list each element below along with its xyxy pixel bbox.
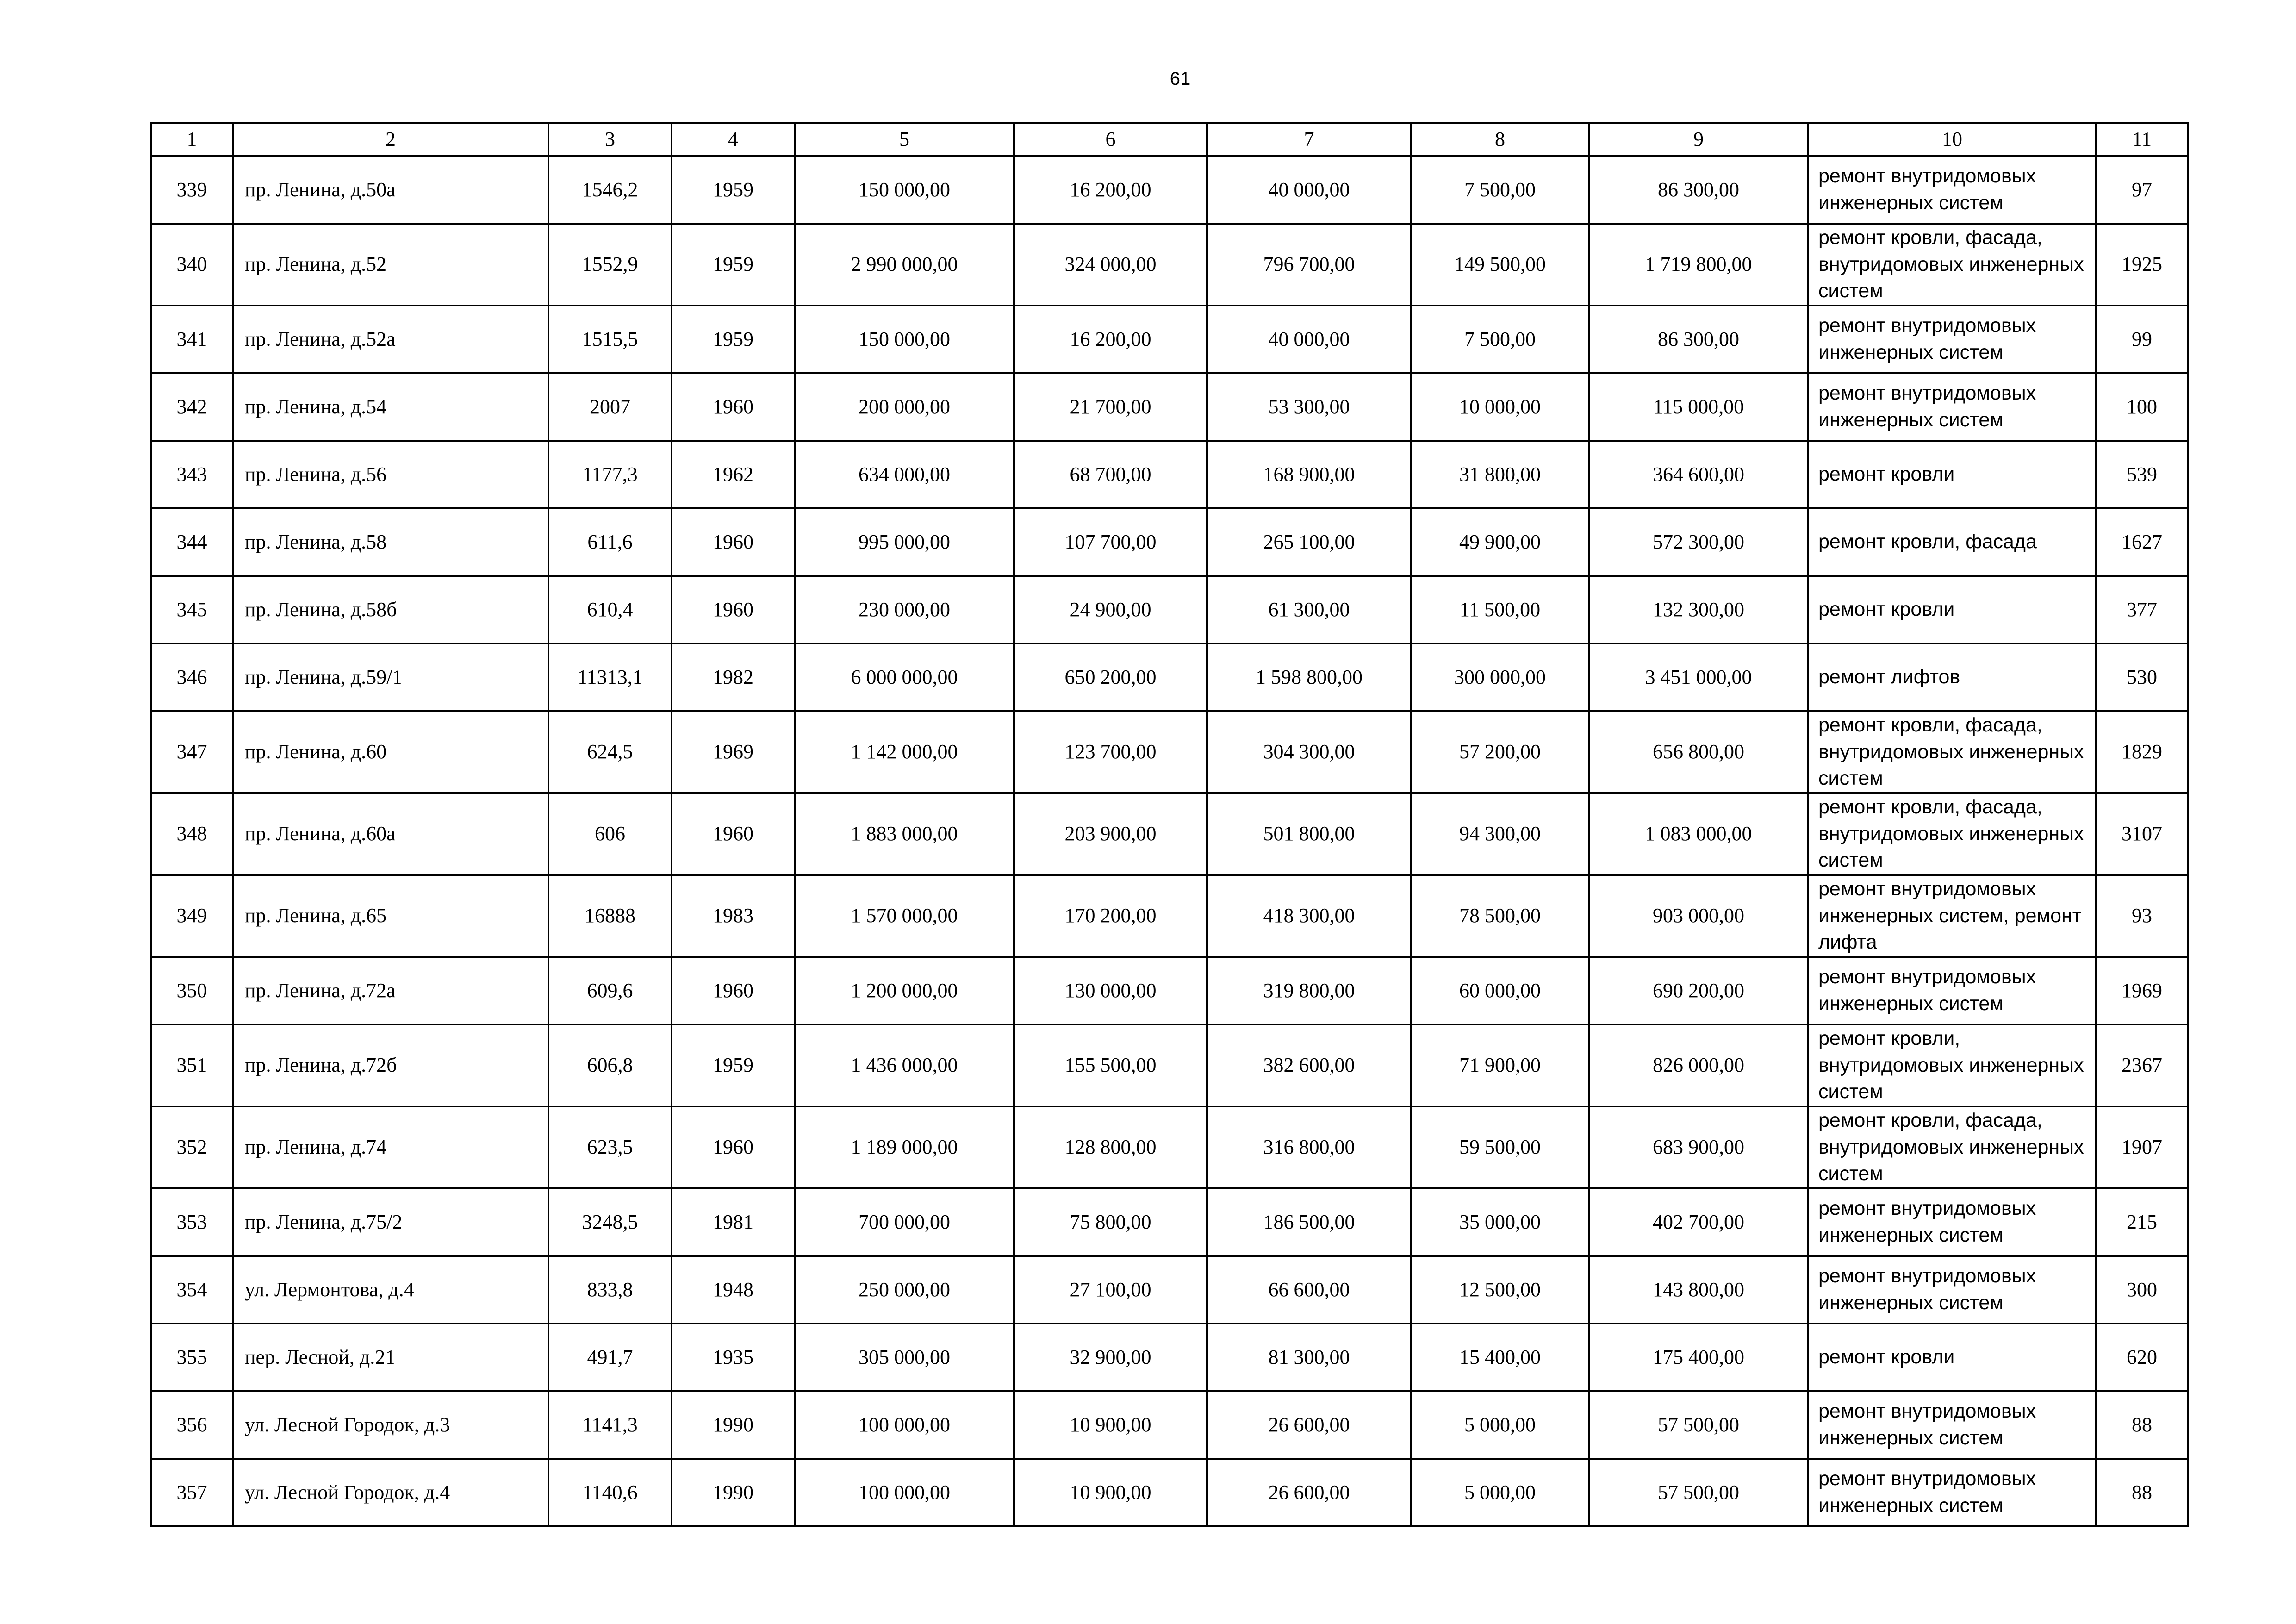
table-row bbox=[151, 1324, 2188, 1391]
federal-funds-cell: 203 900,00 bbox=[1014, 793, 1207, 875]
total-area-cell: 833,8 bbox=[548, 1256, 672, 1324]
table-row bbox=[151, 643, 2188, 711]
local-funds-cell: 71 900,00 bbox=[1411, 1024, 1589, 1106]
residents-count-cell: 93 bbox=[2096, 875, 2188, 957]
regional-funds-cell: 40 000,00 bbox=[1207, 306, 1411, 373]
work-types-cell: ремонт кровли bbox=[1808, 441, 2096, 508]
federal-funds-cell: 10 900,00 bbox=[1014, 1459, 1207, 1526]
residents-count-cell: 300 bbox=[2096, 1256, 2188, 1324]
year-built-cell: 1960 bbox=[672, 1106, 795, 1188]
year-built-cell: 1962 bbox=[672, 441, 795, 508]
row-number-cell: 346 bbox=[151, 643, 233, 711]
total-area-cell: 16888 bbox=[548, 875, 672, 957]
address-cell: пр. Ленина, д.75/2 bbox=[233, 1188, 548, 1256]
total-area-cell: 1546,2 bbox=[548, 156, 672, 224]
work-types-cell: ремонт внутридомовых инженерных систем bbox=[1808, 1459, 2096, 1526]
residents-count-cell: 99 bbox=[2096, 306, 2188, 373]
column-number-header: 3 bbox=[548, 123, 672, 156]
column-number-header: 2 bbox=[233, 123, 548, 156]
total-area-cell: 1177,3 bbox=[548, 441, 672, 508]
total-area-cell: 606 bbox=[548, 793, 672, 875]
row-number-cell: 357 bbox=[151, 1459, 233, 1526]
table-row bbox=[151, 711, 2188, 793]
federal-funds-cell: 75 800,00 bbox=[1014, 1188, 1207, 1256]
regional-funds-cell: 265 100,00 bbox=[1207, 508, 1411, 576]
federal-funds-cell: 170 200,00 bbox=[1014, 875, 1207, 957]
column-number-header: 11 bbox=[2096, 123, 2188, 156]
work-types-cell: ремонт кровли, фасада, внутридомовых инженерных систем bbox=[1808, 793, 2096, 875]
regional-funds-cell: 418 300,00 bbox=[1207, 875, 1411, 957]
row-number-cell: 347 bbox=[151, 711, 233, 793]
residents-count-cell: 530 bbox=[2096, 643, 2188, 711]
local-funds-cell: 49 900,00 bbox=[1411, 508, 1589, 576]
residents-count-cell: 377 bbox=[2096, 576, 2188, 643]
address-cell: ул. Лермонтова, д.4 bbox=[233, 1256, 548, 1324]
total-area-cell: 624,5 bbox=[548, 711, 672, 793]
local-funds-cell: 57 200,00 bbox=[1411, 711, 1589, 793]
residents-count-cell: 1829 bbox=[2096, 711, 2188, 793]
local-funds-cell: 59 500,00 bbox=[1411, 1106, 1589, 1188]
residents-count-cell: 539 bbox=[2096, 441, 2188, 508]
repair-program-table bbox=[150, 122, 2189, 1527]
work-types-cell: ремонт внутридомовых инженерных систем bbox=[1808, 1391, 2096, 1459]
total-cost-cell: 1 200 000,00 bbox=[795, 957, 1014, 1024]
owner-funds-cell: 826 000,00 bbox=[1589, 1024, 1808, 1106]
total-cost-cell: 150 000,00 bbox=[795, 156, 1014, 224]
owner-funds-cell: 402 700,00 bbox=[1589, 1188, 1808, 1256]
year-built-cell: 1960 bbox=[672, 576, 795, 643]
work-types-cell: ремонт внутридомовых инженерных систем bbox=[1808, 1256, 2096, 1324]
residents-count-cell: 1627 bbox=[2096, 508, 2188, 576]
total-cost-cell: 1 189 000,00 bbox=[795, 1106, 1014, 1188]
federal-funds-cell: 130 000,00 bbox=[1014, 957, 1207, 1024]
owner-funds-cell: 132 300,00 bbox=[1589, 576, 1808, 643]
owner-funds-cell: 690 200,00 bbox=[1589, 957, 1808, 1024]
total-cost-cell: 634 000,00 bbox=[795, 441, 1014, 508]
residents-count-cell: 215 bbox=[2096, 1188, 2188, 1256]
column-number-header-row bbox=[151, 123, 2188, 156]
table-row bbox=[151, 1106, 2188, 1188]
regional-funds-cell: 1 598 800,00 bbox=[1207, 643, 1411, 711]
column-number-header: 1 bbox=[151, 123, 233, 156]
row-number-cell: 342 bbox=[151, 373, 233, 441]
total-area-cell: 1552,9 bbox=[548, 224, 672, 306]
year-built-cell: 1959 bbox=[672, 1024, 795, 1106]
address-cell: пр. Ленина, д.60 bbox=[233, 711, 548, 793]
row-number-cell: 345 bbox=[151, 576, 233, 643]
total-cost-cell: 995 000,00 bbox=[795, 508, 1014, 576]
total-area-cell: 3248,5 bbox=[548, 1188, 672, 1256]
regional-funds-cell: 66 600,00 bbox=[1207, 1256, 1411, 1324]
column-number-header: 8 bbox=[1411, 123, 1589, 156]
total-area-cell: 610,4 bbox=[548, 576, 672, 643]
local-funds-cell: 94 300,00 bbox=[1411, 793, 1589, 875]
federal-funds-cell: 155 500,00 bbox=[1014, 1024, 1207, 1106]
column-number-header: 9 bbox=[1589, 123, 1808, 156]
local-funds-cell: 5 000,00 bbox=[1411, 1391, 1589, 1459]
row-number-cell: 355 bbox=[151, 1324, 233, 1391]
total-cost-cell: 1 436 000,00 bbox=[795, 1024, 1014, 1106]
year-built-cell: 1960 bbox=[672, 793, 795, 875]
federal-funds-cell: 32 900,00 bbox=[1014, 1324, 1207, 1391]
local-funds-cell: 7 500,00 bbox=[1411, 156, 1589, 224]
federal-funds-cell: 16 200,00 bbox=[1014, 306, 1207, 373]
residents-count-cell: 620 bbox=[2096, 1324, 2188, 1391]
year-built-cell: 1990 bbox=[672, 1459, 795, 1526]
address-cell: ул. Лесной Городок, д.4 bbox=[233, 1459, 548, 1526]
total-cost-cell: 1 883 000,00 bbox=[795, 793, 1014, 875]
address-cell: пр. Ленина, д.59/1 bbox=[233, 643, 548, 711]
federal-funds-cell: 68 700,00 bbox=[1014, 441, 1207, 508]
total-area-cell: 2007 bbox=[548, 373, 672, 441]
address-cell: пр. Ленина, д.58б bbox=[233, 576, 548, 643]
residents-count-cell: 88 bbox=[2096, 1459, 2188, 1526]
total-area-cell: 606,8 bbox=[548, 1024, 672, 1106]
federal-funds-cell: 128 800,00 bbox=[1014, 1106, 1207, 1188]
work-types-cell: ремонт внутридомовых инженерных систем bbox=[1808, 1188, 2096, 1256]
owner-funds-cell: 656 800,00 bbox=[1589, 711, 1808, 793]
residents-count-cell: 97 bbox=[2096, 156, 2188, 224]
table-row bbox=[151, 1188, 2188, 1256]
owner-funds-cell: 115 000,00 bbox=[1589, 373, 1808, 441]
year-built-cell: 1948 bbox=[672, 1256, 795, 1324]
local-funds-cell: 10 000,00 bbox=[1411, 373, 1589, 441]
year-built-cell: 1959 bbox=[672, 156, 795, 224]
row-number-cell: 339 bbox=[151, 156, 233, 224]
total-cost-cell: 2 990 000,00 bbox=[795, 224, 1014, 306]
regional-funds-cell: 61 300,00 bbox=[1207, 576, 1411, 643]
address-cell: пр. Ленина, д.60а bbox=[233, 793, 548, 875]
owner-funds-cell: 57 500,00 bbox=[1589, 1391, 1808, 1459]
year-built-cell: 1960 bbox=[672, 373, 795, 441]
local-funds-cell: 11 500,00 bbox=[1411, 576, 1589, 643]
federal-funds-cell: 24 900,00 bbox=[1014, 576, 1207, 643]
total-cost-cell: 200 000,00 bbox=[795, 373, 1014, 441]
address-cell: пр. Ленина, д.52 bbox=[233, 224, 548, 306]
total-cost-cell: 6 000 000,00 bbox=[795, 643, 1014, 711]
regional-funds-cell: 26 600,00 bbox=[1207, 1459, 1411, 1526]
table-row bbox=[151, 793, 2188, 875]
federal-funds-cell: 107 700,00 bbox=[1014, 508, 1207, 576]
residents-count-cell: 100 bbox=[2096, 373, 2188, 441]
table-row bbox=[151, 957, 2188, 1024]
year-built-cell: 1960 bbox=[672, 957, 795, 1024]
table-row bbox=[151, 875, 2188, 957]
address-cell: пр. Ленина, д.52а bbox=[233, 306, 548, 373]
year-built-cell: 1959 bbox=[672, 306, 795, 373]
row-number-cell: 341 bbox=[151, 306, 233, 373]
total-area-cell: 609,6 bbox=[548, 957, 672, 1024]
year-built-cell: 1982 bbox=[672, 643, 795, 711]
owner-funds-cell: 364 600,00 bbox=[1589, 441, 1808, 508]
year-built-cell: 1990 bbox=[672, 1391, 795, 1459]
residents-count-cell: 1907 bbox=[2096, 1106, 2188, 1188]
residents-count-cell: 3107 bbox=[2096, 793, 2188, 875]
total-cost-cell: 250 000,00 bbox=[795, 1256, 1014, 1324]
federal-funds-cell: 21 700,00 bbox=[1014, 373, 1207, 441]
table-row bbox=[151, 224, 2188, 306]
total-area-cell: 491,7 bbox=[548, 1324, 672, 1391]
column-number-header: 10 bbox=[1808, 123, 2096, 156]
total-area-cell: 1140,6 bbox=[548, 1459, 672, 1526]
regional-funds-cell: 796 700,00 bbox=[1207, 224, 1411, 306]
local-funds-cell: 15 400,00 bbox=[1411, 1324, 1589, 1391]
regional-funds-cell: 319 800,00 bbox=[1207, 957, 1411, 1024]
year-built-cell: 1969 bbox=[672, 711, 795, 793]
row-number-cell: 340 bbox=[151, 224, 233, 306]
row-number-cell: 353 bbox=[151, 1188, 233, 1256]
page-number: 61 bbox=[1170, 69, 1191, 89]
work-types-cell: ремонт кровли, фасада, внутридомовых инженерных систем bbox=[1808, 711, 2096, 793]
address-cell: пр. Ленина, д.65 bbox=[233, 875, 548, 957]
work-types-cell: ремонт кровли, фасада, внутридомовых инженерных систем bbox=[1808, 224, 2096, 306]
row-number-cell: 354 bbox=[151, 1256, 233, 1324]
table-row bbox=[151, 1256, 2188, 1324]
total-cost-cell: 150 000,00 bbox=[795, 306, 1014, 373]
regional-funds-cell: 26 600,00 bbox=[1207, 1391, 1411, 1459]
table-row bbox=[151, 441, 2188, 508]
address-cell: пр. Ленина, д.50а bbox=[233, 156, 548, 224]
residents-count-cell: 88 bbox=[2096, 1391, 2188, 1459]
work-types-cell: ремонт кровли, фасада, внутридомовых инженерных систем bbox=[1808, 1106, 2096, 1188]
owner-funds-cell: 1 083 000,00 bbox=[1589, 793, 1808, 875]
address-cell: пр. Ленина, д.74 bbox=[233, 1106, 548, 1188]
owner-funds-cell: 175 400,00 bbox=[1589, 1324, 1808, 1391]
column-number-header: 6 bbox=[1014, 123, 1207, 156]
table-row bbox=[151, 576, 2188, 643]
federal-funds-cell: 16 200,00 bbox=[1014, 156, 1207, 224]
owner-funds-cell: 86 300,00 bbox=[1589, 156, 1808, 224]
total-cost-cell: 100 000,00 bbox=[795, 1391, 1014, 1459]
owner-funds-cell: 683 900,00 bbox=[1589, 1106, 1808, 1188]
address-cell: пр. Ленина, д.72а bbox=[233, 957, 548, 1024]
regional-funds-cell: 53 300,00 bbox=[1207, 373, 1411, 441]
work-types-cell: ремонт внутридомовых инженерных систем bbox=[1808, 156, 2096, 224]
federal-funds-cell: 324 000,00 bbox=[1014, 224, 1207, 306]
row-number-cell: 356 bbox=[151, 1391, 233, 1459]
row-number-cell: 343 bbox=[151, 441, 233, 508]
regional-funds-cell: 316 800,00 bbox=[1207, 1106, 1411, 1188]
address-cell: пер. Лесной, д.21 bbox=[233, 1324, 548, 1391]
work-types-cell: ремонт лифтов bbox=[1808, 643, 2096, 711]
table-row bbox=[151, 1459, 2188, 1526]
local-funds-cell: 149 500,00 bbox=[1411, 224, 1589, 306]
column-number-header: 7 bbox=[1207, 123, 1411, 156]
residents-count-cell: 1925 bbox=[2096, 224, 2188, 306]
row-number-cell: 344 bbox=[151, 508, 233, 576]
work-types-cell: ремонт кровли, внутридомовых инженерных систем bbox=[1808, 1024, 2096, 1106]
total-area-cell: 611,6 bbox=[548, 508, 672, 576]
total-cost-cell: 305 000,00 bbox=[795, 1324, 1014, 1391]
row-number-cell: 350 bbox=[151, 957, 233, 1024]
work-types-cell: ремонт кровли, фасада bbox=[1808, 508, 2096, 576]
table-row bbox=[151, 508, 2188, 576]
owner-funds-cell: 1 719 800,00 bbox=[1589, 224, 1808, 306]
row-number-cell: 351 bbox=[151, 1024, 233, 1106]
total-cost-cell: 100 000,00 bbox=[795, 1459, 1014, 1526]
federal-funds-cell: 10 900,00 bbox=[1014, 1391, 1207, 1459]
local-funds-cell: 12 500,00 bbox=[1411, 1256, 1589, 1324]
address-cell: пр. Ленина, д.56 bbox=[233, 441, 548, 508]
total-area-cell: 1141,3 bbox=[548, 1391, 672, 1459]
total-area-cell: 1515,5 bbox=[548, 306, 672, 373]
row-number-cell: 352 bbox=[151, 1106, 233, 1188]
work-types-cell: ремонт кровли bbox=[1808, 576, 2096, 643]
regional-funds-cell: 501 800,00 bbox=[1207, 793, 1411, 875]
address-cell: ул. Лесной Городок, д.3 bbox=[233, 1391, 548, 1459]
federal-funds-cell: 27 100,00 bbox=[1014, 1256, 1207, 1324]
local-funds-cell: 5 000,00 bbox=[1411, 1459, 1589, 1526]
regional-funds-cell: 168 900,00 bbox=[1207, 441, 1411, 508]
table-body bbox=[151, 156, 2188, 1526]
local-funds-cell: 35 000,00 bbox=[1411, 1188, 1589, 1256]
owner-funds-cell: 57 500,00 bbox=[1589, 1459, 1808, 1526]
year-built-cell: 1935 bbox=[672, 1324, 795, 1391]
work-types-cell: ремонт внутридомовых инженерных систем, ремонт лифта bbox=[1808, 875, 2096, 957]
federal-funds-cell: 123 700,00 bbox=[1014, 711, 1207, 793]
address-cell: пр. Ленина, д.54 bbox=[233, 373, 548, 441]
local-funds-cell: 60 000,00 bbox=[1411, 957, 1589, 1024]
regional-funds-cell: 40 000,00 bbox=[1207, 156, 1411, 224]
year-built-cell: 1960 bbox=[672, 508, 795, 576]
regional-funds-cell: 304 300,00 bbox=[1207, 711, 1411, 793]
owner-funds-cell: 903 000,00 bbox=[1589, 875, 1808, 957]
work-types-cell: ремонт кровли bbox=[1808, 1324, 2096, 1391]
residents-count-cell: 1969 bbox=[2096, 957, 2188, 1024]
owner-funds-cell: 86 300,00 bbox=[1589, 306, 1808, 373]
column-number-header: 5 bbox=[795, 123, 1014, 156]
total-area-cell: 11313,1 bbox=[548, 643, 672, 711]
year-built-cell: 1983 bbox=[672, 875, 795, 957]
table-row bbox=[151, 373, 2188, 441]
owner-funds-cell: 3 451 000,00 bbox=[1589, 643, 1808, 711]
total-cost-cell: 230 000,00 bbox=[795, 576, 1014, 643]
table-row bbox=[151, 1024, 2188, 1106]
residents-count-cell: 2367 bbox=[2096, 1024, 2188, 1106]
total-cost-cell: 1 142 000,00 bbox=[795, 711, 1014, 793]
regional-funds-cell: 382 600,00 bbox=[1207, 1024, 1411, 1106]
column-number-header: 4 bbox=[672, 123, 795, 156]
year-built-cell: 1959 bbox=[672, 224, 795, 306]
local-funds-cell: 78 500,00 bbox=[1411, 875, 1589, 957]
year-built-cell: 1981 bbox=[672, 1188, 795, 1256]
owner-funds-cell: 572 300,00 bbox=[1589, 508, 1808, 576]
address-cell: пр. Ленина, д.58 bbox=[233, 508, 548, 576]
work-types-cell: ремонт внутридомовых инженерных систем bbox=[1808, 306, 2096, 373]
work-types-cell: ремонт внутридомовых инженерных систем bbox=[1808, 373, 2096, 441]
local-funds-cell: 31 800,00 bbox=[1411, 441, 1589, 508]
table-row bbox=[151, 1391, 2188, 1459]
table-row bbox=[151, 156, 2188, 224]
row-number-cell: 349 bbox=[151, 875, 233, 957]
work-types-cell: ремонт внутридомовых инженерных систем bbox=[1808, 957, 2096, 1024]
federal-funds-cell: 650 200,00 bbox=[1014, 643, 1207, 711]
regional-funds-cell: 186 500,00 bbox=[1207, 1188, 1411, 1256]
regional-funds-cell: 81 300,00 bbox=[1207, 1324, 1411, 1391]
owner-funds-cell: 143 800,00 bbox=[1589, 1256, 1808, 1324]
local-funds-cell: 7 500,00 bbox=[1411, 306, 1589, 373]
local-funds-cell: 300 000,00 bbox=[1411, 643, 1589, 711]
address-cell: пр. Ленина, д.72б bbox=[233, 1024, 548, 1106]
row-number-cell: 348 bbox=[151, 793, 233, 875]
total-cost-cell: 700 000,00 bbox=[795, 1188, 1014, 1256]
total-area-cell: 623,5 bbox=[548, 1106, 672, 1188]
total-cost-cell: 1 570 000,00 bbox=[795, 875, 1014, 957]
table-row bbox=[151, 306, 2188, 373]
